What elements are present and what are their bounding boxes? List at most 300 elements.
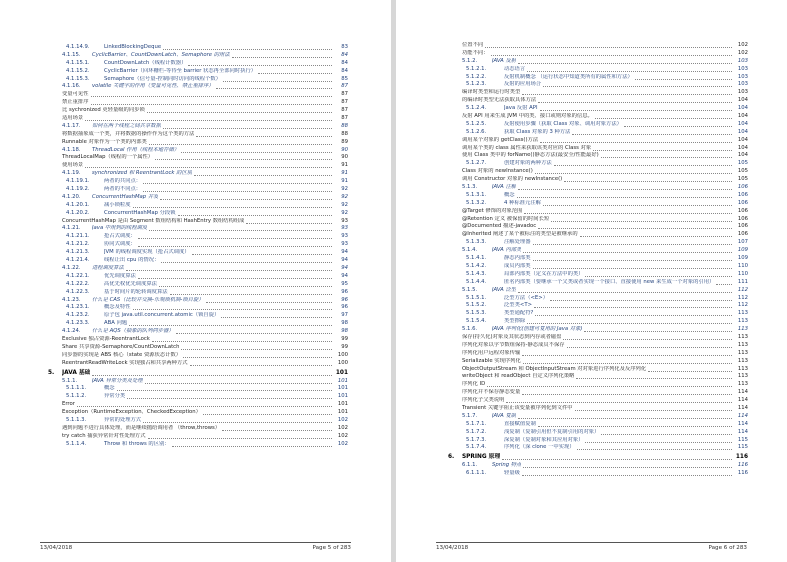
toc-leader-dots bbox=[85, 120, 332, 121]
toc-leader-dots bbox=[163, 128, 332, 129]
toc-entry-page: 87 bbox=[341, 107, 348, 114]
toc-entry-title: 类型通配符? bbox=[504, 310, 534, 317]
toc-entry-number: 5.1.7. bbox=[462, 412, 478, 419]
toc-entry-page: 84 bbox=[341, 59, 348, 66]
toc-entry-title: 变量可见性 bbox=[62, 91, 89, 98]
toc-entry-page: 92 bbox=[341, 193, 348, 200]
toc-entry[interactable] bbox=[396, 223, 787, 231]
toc-entry-title: 静态内部类 bbox=[504, 255, 531, 262]
toc-entry[interactable] bbox=[396, 405, 787, 413]
toc-entry[interactable] bbox=[396, 350, 787, 358]
toc-entry[interactable] bbox=[396, 389, 787, 397]
toc-leader-dots bbox=[203, 414, 332, 415]
toc-entry-title: 两者的不同点： bbox=[104, 186, 142, 193]
toc-entry[interactable] bbox=[0, 241, 391, 249]
toc-leader-dots bbox=[648, 371, 732, 372]
page-footer bbox=[40, 542, 351, 553]
toc-entry[interactable] bbox=[396, 81, 787, 89]
toc-entry-title: 泛型类<T> bbox=[504, 302, 533, 309]
toc-entry[interactable] bbox=[396, 429, 787, 437]
toc-entry-number: 5.1.4. bbox=[462, 247, 478, 254]
toc-entry-number: 4.1.24. bbox=[62, 328, 81, 335]
toc-entry-number: 4.1.17. bbox=[62, 122, 81, 129]
toc-leader-dots bbox=[538, 426, 732, 427]
toc-entry-page: 93 bbox=[341, 241, 348, 248]
toc-entry-page: 101 bbox=[337, 377, 348, 384]
toc-entry[interactable] bbox=[396, 113, 787, 121]
toc-entry[interactable] bbox=[396, 42, 787, 50]
toc-entry[interactable] bbox=[0, 76, 391, 84]
page-footer bbox=[436, 542, 747, 553]
toc-entry-number: 4.1.15.2. bbox=[66, 67, 90, 74]
toc-leader-dots bbox=[216, 88, 332, 89]
toc-leader-dots bbox=[149, 230, 332, 231]
toc-entry[interactable] bbox=[0, 139, 391, 147]
toc-entry[interactable] bbox=[0, 265, 391, 273]
toc-entry-page: 101 bbox=[335, 369, 348, 376]
toc-entry[interactable] bbox=[0, 368, 391, 378]
toc-entry-page: 113 bbox=[737, 365, 748, 372]
toc-entry-title: ConcurrentHashMap 是由 Segment 数组结构和 HashEntry 数组结构组成 bbox=[62, 217, 245, 224]
toc-entry[interactable] bbox=[0, 273, 391, 281]
toc-entry-number: 5.1.4.1. bbox=[466, 255, 487, 262]
toc-entry-title: 比 sychronized 更轻量级的同步锁 bbox=[62, 107, 145, 114]
toc-entry-page: 105 bbox=[737, 176, 748, 183]
toc-entry[interactable] bbox=[396, 137, 787, 145]
toc-entry-page: 95 bbox=[341, 280, 348, 287]
toc-entry[interactable] bbox=[396, 366, 787, 374]
toc-entry-title: JVM 的线程调度实现（抢占式调度） bbox=[104, 249, 190, 256]
toc-entry[interactable] bbox=[396, 50, 787, 58]
toc-leader-dots bbox=[91, 96, 332, 97]
toc-leader-dots bbox=[540, 110, 732, 111]
toc-leader-dots bbox=[518, 292, 732, 293]
toc-entry[interactable] bbox=[0, 52, 391, 60]
toc-entry-title: 禁止重排序 bbox=[62, 99, 89, 106]
toc-entry-page: 87 bbox=[341, 99, 348, 106]
toc-entry-page: 101 bbox=[337, 385, 348, 392]
toc-leader-dots bbox=[523, 467, 732, 468]
toc-entry-number: 5.1.1. bbox=[62, 377, 78, 384]
toc-entry[interactable] bbox=[0, 297, 391, 305]
toc-entry-page: 109 bbox=[737, 247, 748, 254]
toc-entry-title: Serializable 实现序列化 bbox=[462, 357, 521, 364]
toc-entry-page: 103 bbox=[737, 57, 748, 64]
toc-entry-page: 104 bbox=[737, 97, 748, 104]
toc-entry[interactable] bbox=[0, 401, 391, 409]
toc-entry-page: 106 bbox=[737, 231, 748, 238]
toc-leader-dots bbox=[538, 228, 732, 229]
toc-entry-title: CyclicBarrier（回环栅栏-等待至 barrier 状态再全部同时执行） bbox=[104, 67, 257, 74]
toc-entry-title: 注解处理器 bbox=[504, 239, 531, 246]
toc-entry-page: 113 bbox=[737, 357, 748, 364]
toc-entry[interactable] bbox=[396, 216, 787, 224]
toc-entry[interactable] bbox=[0, 344, 391, 352]
toc-entry[interactable] bbox=[396, 160, 787, 168]
toc-entry[interactable] bbox=[396, 470, 787, 478]
toc-entry[interactable] bbox=[0, 393, 391, 401]
toc-leader-dots bbox=[221, 317, 332, 318]
toc-entry[interactable] bbox=[396, 192, 787, 200]
toc-entry[interactable] bbox=[0, 154, 391, 162]
toc-entry[interactable] bbox=[396, 231, 787, 239]
toc-leader-dots bbox=[190, 365, 332, 366]
toc-entry-page: 94 bbox=[341, 264, 348, 271]
toc-entry-page: 113 bbox=[737, 349, 748, 356]
toc-leader-dots bbox=[576, 378, 732, 379]
toc-entry-page: 115 bbox=[737, 444, 748, 451]
toc-entry[interactable] bbox=[396, 129, 787, 137]
toc-leader-dots bbox=[550, 300, 732, 301]
toc-entry[interactable] bbox=[396, 66, 787, 74]
toc-entry[interactable] bbox=[396, 421, 787, 429]
toc-entry[interactable] bbox=[0, 417, 391, 425]
toc-leader-dots bbox=[149, 144, 332, 145]
toc-entry-title: Runnable 对象作为一个类的内部类 bbox=[62, 138, 147, 145]
toc-entry-title: ABA 问题 bbox=[104, 320, 128, 327]
toc-leader-dots bbox=[222, 430, 332, 431]
toc-leader-dots bbox=[543, 86, 732, 87]
toc-entry-number: 4.1.16. bbox=[62, 83, 81, 90]
toc-leader-dots bbox=[192, 254, 332, 255]
toc-entry-title: 调用某个对象的 getClass()方法 bbox=[462, 136, 539, 143]
toc-entry[interactable] bbox=[0, 336, 391, 344]
toc-entry-number: 4.1.14.9. bbox=[66, 44, 90, 50]
toc-entry-title: 浅复制（复制引用但不复制引用的对象） bbox=[504, 428, 600, 435]
toc-entry[interactable] bbox=[0, 304, 391, 312]
toc-entry[interactable] bbox=[0, 44, 391, 52]
toc-entry[interactable] bbox=[396, 287, 787, 295]
toc-entry[interactable] bbox=[0, 170, 391, 178]
toc-entry[interactable] bbox=[396, 247, 787, 255]
toc-leader-dots bbox=[535, 315, 732, 316]
toc-entry-title: Throw 和 throws 的区别： bbox=[104, 440, 170, 447]
toc-entry[interactable] bbox=[0, 360, 391, 368]
toc-entry-page: 85 bbox=[341, 75, 348, 82]
toc-entry[interactable] bbox=[0, 249, 391, 257]
toc-entry-title: JAVA 基础 bbox=[62, 369, 91, 376]
toc-entry-number: 5.1.2. bbox=[462, 57, 478, 64]
toc-entry-number: 4.1.15. bbox=[62, 51, 81, 58]
toc-entry[interactable] bbox=[396, 184, 787, 192]
toc-entry-page: 102 bbox=[337, 424, 348, 431]
toc-leader-dots bbox=[527, 71, 732, 72]
toc-entry-page: 113 bbox=[737, 326, 748, 333]
toc-entry-number: 5.1.1.3. bbox=[66, 416, 87, 423]
toc-leader-dots bbox=[188, 65, 332, 66]
toc-leader-dots bbox=[491, 55, 732, 56]
toc-leader-dots bbox=[527, 323, 732, 324]
toc-entry[interactable] bbox=[0, 289, 391, 297]
toc-leader-dots bbox=[593, 150, 732, 151]
toc-entry-page: 104 bbox=[737, 144, 748, 151]
toc-entry-title: @Retention 定义 被保留的时间长短 bbox=[462, 215, 550, 222]
toc-entry-number: 4.1.21. bbox=[62, 225, 81, 232]
toc-entry-title: CountDownLatch（线程计数器） bbox=[104, 59, 187, 66]
toc-entry[interactable] bbox=[0, 328, 391, 336]
toc-entry-title: @Target 修饰的对象范围 bbox=[462, 207, 523, 214]
toc-entry[interactable] bbox=[0, 107, 391, 115]
toc-entry[interactable] bbox=[396, 302, 787, 310]
toc-leader-dots bbox=[522, 475, 732, 476]
toc-entry[interactable] bbox=[396, 413, 787, 421]
toc-entry[interactable] bbox=[396, 373, 787, 381]
toc-leader-dots bbox=[246, 223, 332, 224]
toc-leader-dots bbox=[147, 112, 332, 113]
toc-entry-title: ConcurrentHashMap 并发 bbox=[92, 193, 159, 200]
toc-entry-number: 4.1.23.2. bbox=[66, 312, 90, 319]
toc-entry-number: 5.1.4.3. bbox=[466, 270, 487, 277]
toc-entry-title: 两者的共同点： bbox=[104, 178, 142, 185]
toc-entry[interactable] bbox=[0, 281, 391, 289]
toc-entry[interactable] bbox=[396, 271, 787, 279]
toc-leader-dots bbox=[567, 347, 732, 348]
toc-entry-number: 4.1.20. bbox=[62, 193, 81, 200]
toc-entry[interactable] bbox=[396, 310, 787, 318]
toc-entry[interactable] bbox=[0, 60, 391, 68]
toc-entry-title: 反射 API 用来生成 JVM 中的类、接口或则对象的信息。 bbox=[462, 113, 593, 120]
toc-entry-title: 序列化并不保存静态变量 bbox=[462, 389, 521, 396]
toc-entry[interactable] bbox=[0, 433, 391, 441]
toc-entry[interactable] bbox=[396, 437, 787, 445]
toc-entry-title: 减小锁粒度 bbox=[104, 201, 131, 208]
toc-entry[interactable] bbox=[396, 121, 787, 129]
toc-entry[interactable] bbox=[0, 194, 391, 202]
toc-entry-number: 4.1.23.3. bbox=[66, 320, 90, 327]
toc-entry-page: 96 bbox=[341, 288, 348, 295]
toc-entry-title: JAVA 异常分类及处理 bbox=[92, 377, 143, 384]
toc-entry[interactable] bbox=[0, 257, 391, 265]
toc-entry-page: 102 bbox=[337, 432, 348, 439]
toc-entry[interactable] bbox=[396, 239, 787, 247]
toc-entry-page: 112 bbox=[737, 286, 748, 293]
toc-entry-title: ConcurrentHashMap 分段锁 bbox=[104, 209, 176, 216]
toc-entry-number: 4.1.20.2. bbox=[66, 209, 90, 216]
toc-entry-page: 114 bbox=[737, 389, 748, 396]
toc-entry[interactable] bbox=[396, 255, 787, 263]
toc-entry-page: 90 bbox=[341, 154, 348, 161]
toc-list bbox=[396, 42, 787, 478]
toc-leader-dots bbox=[92, 375, 332, 376]
toc-entry-number: 5.1.1.1. bbox=[66, 385, 87, 392]
toc-entry[interactable] bbox=[396, 200, 787, 208]
toc-entry[interactable] bbox=[396, 381, 787, 389]
toc-entry[interactable] bbox=[0, 320, 391, 328]
toc-leader-dots bbox=[522, 355, 732, 356]
toc-leader-dots bbox=[178, 215, 332, 216]
toc-entry-title: 序列化（深 clone 一中实现） bbox=[504, 444, 575, 451]
toc-entry-title: 反射机制概念 （运行状态中知道类所有的属性和方法） bbox=[504, 73, 633, 80]
toc-entry[interactable] bbox=[0, 378, 391, 386]
toc-entry-page: 87 bbox=[341, 91, 348, 98]
toc-entry-title: Class 对象的 newInstance() bbox=[462, 168, 533, 175]
toc-entry-number: 5.1.7.1. bbox=[466, 420, 487, 427]
toc-leader-dots bbox=[524, 213, 732, 214]
toc-entry[interactable] bbox=[0, 210, 391, 218]
toc-leader-dots bbox=[129, 325, 332, 326]
toc-entry-number: 5.1.5.3. bbox=[466, 310, 487, 317]
toc-entry-page: 94 bbox=[341, 249, 348, 256]
toc-entry-title: SPRING 原理 bbox=[462, 454, 501, 461]
toc-entry-page: 106 bbox=[737, 223, 748, 230]
toc-entry-page: 115 bbox=[737, 436, 748, 443]
toc-entry[interactable] bbox=[0, 186, 391, 194]
toc-entry[interactable] bbox=[396, 295, 787, 303]
toc-entry[interactable] bbox=[0, 68, 391, 76]
toc-entry[interactable] bbox=[396, 263, 787, 271]
toc-entry[interactable] bbox=[0, 352, 391, 360]
toc-entry-title: JAVA 序列化(创建可复用的 Java 对象) bbox=[492, 326, 583, 333]
toc-entry[interactable] bbox=[396, 74, 787, 82]
toc-leader-dots bbox=[206, 302, 332, 303]
toc-entry[interactable] bbox=[0, 233, 391, 241]
toc-entry-number: 5.1.7.2. bbox=[466, 428, 487, 435]
toc-entry[interactable] bbox=[396, 462, 787, 470]
toc-entry-page: 113 bbox=[737, 341, 748, 348]
toc-entry-title: 调用某个类的 class 属性来获取该类对应的 Class 对象 bbox=[462, 144, 592, 151]
toc-entry[interactable] bbox=[0, 409, 391, 417]
toc-entry-title: 动态语言 bbox=[504, 65, 526, 72]
toc-entry-page: 114 bbox=[737, 404, 748, 411]
toc-entry-page: 91 bbox=[341, 162, 348, 169]
toc-entry[interactable] bbox=[0, 225, 391, 233]
toc-entry-number: 4.1.22.3. bbox=[66, 288, 90, 295]
toc-leader-dots bbox=[575, 410, 732, 411]
toc-leader-dots bbox=[502, 459, 732, 460]
toc-entry-number: 4.1.15.1. bbox=[66, 59, 90, 66]
toc-entry-page: 84 bbox=[341, 67, 348, 74]
toc-entry-title: JAVA 泛型 bbox=[492, 286, 517, 293]
toc-entry-number: 5.1.2.3. bbox=[466, 81, 487, 88]
toc-entry[interactable] bbox=[396, 208, 787, 216]
toc-entry[interactable] bbox=[396, 58, 787, 66]
toc-entry-page: 93 bbox=[341, 233, 348, 240]
toc-leader-dots bbox=[523, 252, 732, 253]
toc-entry-page: 104 bbox=[737, 136, 748, 143]
toc-leader-dots bbox=[181, 152, 332, 153]
toc-entry[interactable] bbox=[0, 123, 391, 131]
toc-entry[interactable] bbox=[0, 131, 391, 139]
toc-entry[interactable] bbox=[0, 312, 391, 320]
toc-entry[interactable] bbox=[0, 202, 391, 210]
toc-entry-page: 103 bbox=[737, 73, 748, 80]
toc-entry[interactable] bbox=[396, 152, 787, 160]
toc-entry-page: 116 bbox=[735, 454, 748, 461]
document-page-right bbox=[396, 0, 787, 562]
toc-entry-page: 104 bbox=[737, 120, 748, 127]
toc-entry-page: 102 bbox=[737, 49, 748, 56]
toc-entry-page: 114 bbox=[737, 428, 748, 435]
toc-entry-number: 4.1.19.1. bbox=[66, 178, 90, 185]
toc-entry-number: 4.1.18. bbox=[62, 146, 81, 153]
toc-entry-page: 104 bbox=[737, 113, 748, 120]
toc-entry[interactable] bbox=[396, 444, 787, 452]
toc-entry[interactable] bbox=[396, 326, 787, 334]
toc-entry[interactable] bbox=[0, 83, 391, 91]
toc-leader-dots bbox=[522, 94, 732, 95]
toc-entry[interactable] bbox=[0, 441, 391, 449]
toc-leader-dots bbox=[181, 349, 332, 350]
toc-entry-number: 5.1.3.3. bbox=[466, 239, 487, 246]
toc-entry-title: 遇到问题不进行具体处理，而是继续抛给调用者 （throw,throws） bbox=[62, 424, 221, 431]
toc-entry[interactable] bbox=[396, 176, 787, 184]
toc-entry-page: 96 bbox=[341, 304, 348, 311]
toc-entry-title: 抢占式调度： bbox=[104, 233, 136, 240]
toc-leader-dots bbox=[176, 333, 332, 334]
toc-entry-page: 90 bbox=[341, 146, 348, 153]
toc-entry-title: Java 反射 API bbox=[504, 105, 538, 112]
toc-entry-page: 116 bbox=[737, 470, 748, 477]
toc-entry-number: 4.1.21.2. bbox=[66, 241, 90, 248]
toc-entry[interactable] bbox=[396, 342, 787, 350]
toc-entry[interactable] bbox=[0, 162, 391, 170]
toc-entry[interactable] bbox=[396, 334, 787, 342]
toc-entry[interactable] bbox=[396, 105, 787, 113]
toc-entry-title: JAVA 内部类 bbox=[492, 247, 522, 254]
toc-entry-number: 5.1.5. bbox=[462, 286, 478, 293]
toc-entry-page: 96 bbox=[341, 296, 348, 303]
toc-entry-page: 103 bbox=[737, 89, 748, 96]
toc-entry-title: JAVA 注解 bbox=[492, 184, 517, 191]
toc-entry-page: 114 bbox=[737, 412, 748, 419]
toc-entry[interactable] bbox=[0, 115, 391, 123]
toc-entry[interactable] bbox=[396, 358, 787, 366]
toc-leader-dots bbox=[194, 175, 332, 176]
toc-entry[interactable] bbox=[396, 279, 787, 287]
toc-entry[interactable] bbox=[0, 425, 391, 433]
toc-entry-page: 112 bbox=[737, 302, 748, 309]
toc-entry-number: 4.1.23. bbox=[62, 296, 81, 303]
toc-entry[interactable] bbox=[396, 145, 787, 153]
toc-leader-dots bbox=[716, 284, 732, 285]
toc-entry[interactable] bbox=[396, 397, 787, 405]
toc-entry[interactable] bbox=[396, 89, 787, 97]
toc-entry[interactable] bbox=[396, 97, 787, 105]
toc-entry[interactable] bbox=[0, 91, 391, 99]
toc-entry-page: 101 bbox=[337, 409, 348, 416]
toc-entry-number: 5.1.4.2. bbox=[466, 262, 487, 269]
toc-entry[interactable] bbox=[0, 99, 391, 107]
toc-entry-title: CyclicBarrier、CountDownLatch、Semaphore 的用法 bbox=[92, 51, 230, 58]
toc-leader-dots bbox=[535, 173, 732, 174]
toc-leader-dots bbox=[580, 236, 732, 237]
toc-entry[interactable] bbox=[0, 178, 391, 186]
toc-leader-dots bbox=[522, 394, 732, 395]
toc-leader-dots bbox=[533, 244, 732, 245]
toc-leader-dots bbox=[133, 309, 332, 310]
toc-entry-title: 编译时类型和运行时类型 bbox=[462, 89, 521, 96]
toc-entry-title: 基于时间片的轮转调度算法 bbox=[104, 288, 168, 295]
toc-entry-title: try catch 捕获异常针对性处理方式 bbox=[62, 432, 146, 439]
toc-entry-title: @Documented 描述-javadoc bbox=[462, 223, 537, 230]
toc-entry-page: 106 bbox=[737, 199, 748, 206]
toc-entry[interactable] bbox=[396, 318, 787, 326]
toc-entry-title: 直接赋值复制 bbox=[504, 420, 536, 427]
toc-entry-number: 5.1.2.2. bbox=[466, 73, 487, 80]
toc-entry-number: 4.1.22. bbox=[62, 264, 81, 271]
toc-entry-title: 类型擦除 bbox=[504, 318, 526, 325]
toc-leader-dots bbox=[577, 449, 732, 450]
toc-leader-dots bbox=[127, 398, 332, 399]
toc-leader-dots bbox=[143, 422, 332, 423]
toc-entry[interactable] bbox=[396, 168, 787, 176]
toc-entry[interactable] bbox=[396, 452, 787, 462]
toc-leader-dots bbox=[160, 199, 332, 200]
toc-entry[interactable] bbox=[0, 218, 391, 226]
toc-entry[interactable] bbox=[0, 385, 391, 393]
toc-entry[interactable] bbox=[0, 147, 391, 155]
toc-entry-title: 异常分类 bbox=[104, 393, 126, 400]
